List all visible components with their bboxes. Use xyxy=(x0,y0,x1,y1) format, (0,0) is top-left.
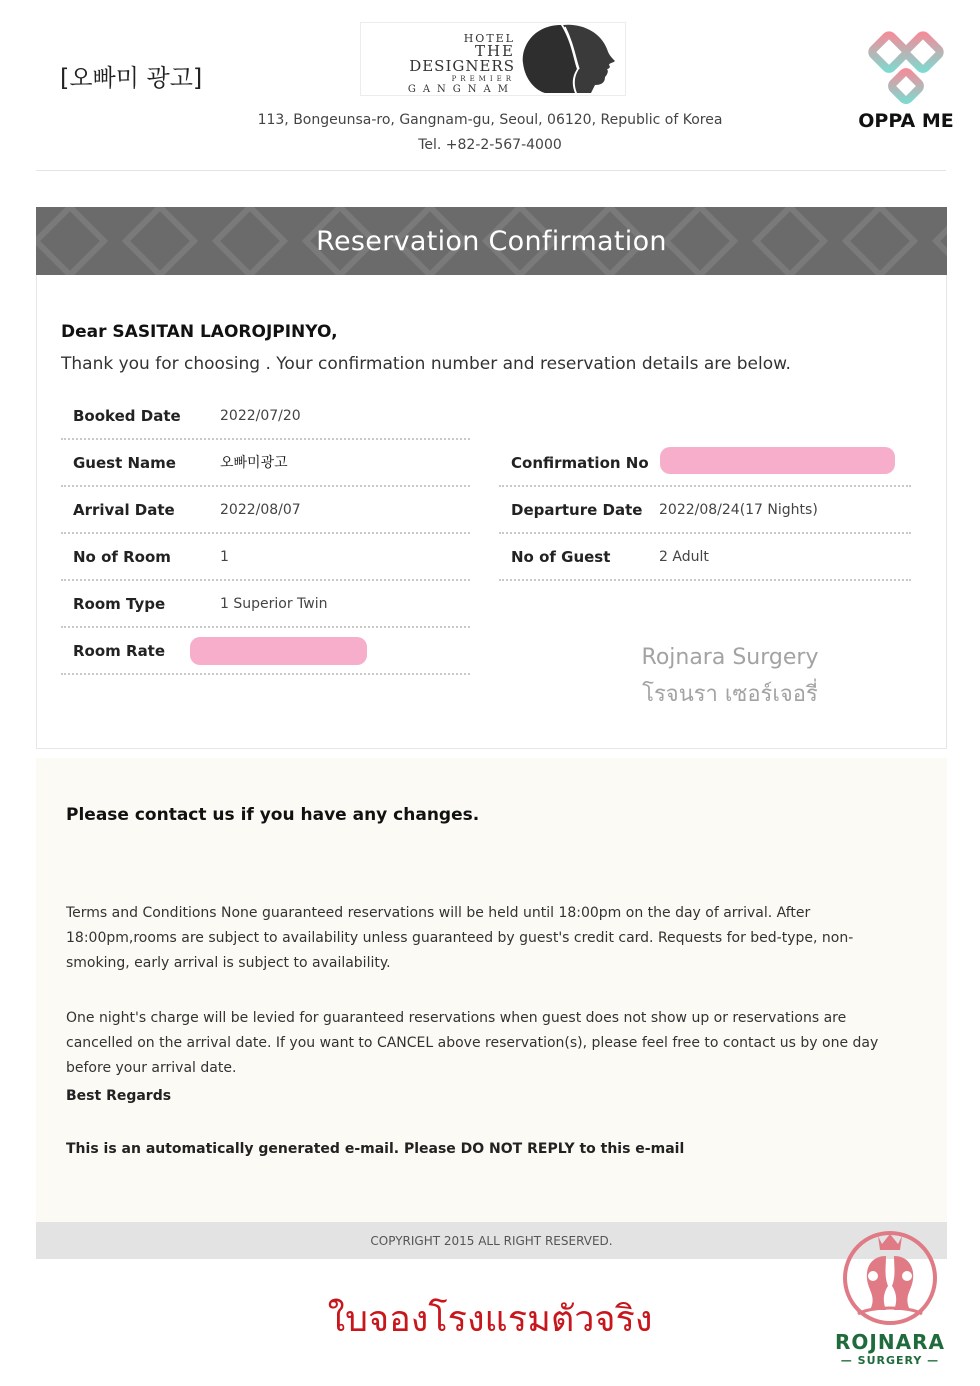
detail-row-room-rate xyxy=(61,629,470,675)
detail-label: Confirmation No xyxy=(511,454,649,472)
detail-row-no-of-room xyxy=(61,535,470,581)
rojnara-name: ROJNARA xyxy=(835,1330,945,1354)
detail-label: Room Type xyxy=(73,595,166,613)
auto-generated-notice: This is an automatically generated e-mail. Please DO NOT REPLY to this e-mail xyxy=(66,1141,685,1157)
greeting: Dear SASITAN LAOROJPINYO, xyxy=(61,322,338,342)
detail-value: 1 Superior Twin xyxy=(220,596,328,612)
detail-value: 오빠미광고 xyxy=(220,455,288,471)
copyright-text: COPYRIGHT 2015 ALL RIGHT RESERVED. xyxy=(370,1234,613,1248)
detail-label: No of Guest xyxy=(511,548,611,566)
detail-row-guest-name xyxy=(61,441,470,487)
confirmation-title: Reservation Confirmation xyxy=(316,226,667,257)
oppa-me-logo-icon xyxy=(852,22,960,104)
watermark-english: Rojnara Surgery xyxy=(641,645,819,670)
best-regards: Best Regards xyxy=(66,1088,172,1104)
hotel-logo-gangnam: GANGNAM xyxy=(407,84,515,95)
hotel-logo-designers: DESIGNERS xyxy=(409,57,515,75)
detail-label: Booked Date xyxy=(73,407,181,425)
real-booking-notice: ใบจองโรงแรมตัวจริง xyxy=(327,1299,653,1340)
footer-bar xyxy=(36,1222,947,1259)
detail-row-departure-date xyxy=(499,488,911,534)
intro-text: Thank you for choosing . Your confirmation number and reservation details are below. xyxy=(61,354,791,374)
hotel-logo-premier: PREMIER xyxy=(451,75,515,83)
oppa-me-brand-name: OPPA ME xyxy=(858,110,954,132)
detail-value: 2 Adult xyxy=(659,549,709,565)
detail-label: Departure Date xyxy=(511,501,643,519)
hotel-face-logo-icon xyxy=(521,23,625,95)
hotel-logo xyxy=(360,22,626,96)
rojnara-subtitle: — SURGERY — xyxy=(840,1354,940,1367)
detail-row-room-type xyxy=(61,582,470,628)
detail-label: No of Room xyxy=(73,548,171,566)
rojnara-logo xyxy=(828,1226,952,1367)
watermark-thai: โรจนรา เซอร์เจอรี่ xyxy=(642,682,818,707)
detail-row-confirmation-no xyxy=(499,441,911,487)
confirmation-banner xyxy=(36,207,947,275)
hotel-logo-the: THE xyxy=(474,42,515,60)
rojnara-logo-icon xyxy=(840,1226,940,1326)
hotel-tel: Tel. +82-2-567-4000 xyxy=(418,137,562,153)
detail-value: 2022/07/20 xyxy=(220,408,301,424)
contact-heading: Please contact us if you have any changes. xyxy=(66,805,480,825)
hotel-address: 113, Bongeunsa-ro, Gangnam-gu, Seoul, 06120, Republic of Korea xyxy=(257,112,723,128)
redaction-room-rate xyxy=(190,637,367,665)
ad-tag: [오빠미 광고] xyxy=(60,64,203,92)
detail-label: Arrival Date xyxy=(73,501,175,519)
detail-value: 1 xyxy=(220,549,229,565)
detail-row-booked-date xyxy=(61,394,470,440)
header-divider xyxy=(36,170,946,171)
detail-value: 2022/08/24(17 Nights) xyxy=(659,502,818,518)
detail-label: Guest Name xyxy=(73,454,176,472)
redaction-confirmation-no xyxy=(660,447,895,474)
detail-value: 2022/08/07 xyxy=(220,502,301,518)
detail-label: Room Rate xyxy=(73,642,166,660)
detail-row-arrival-date xyxy=(61,488,470,534)
hotel-logo-hotel: HOTEL xyxy=(463,32,515,45)
cancellation-paragraph: One night's charge will be levied for guaranteed reservations when guest does not show up or reservations are cancelled on the arrival date. If you want to CANCEL above reservation(s), please feel free to contact us by one day before your arrival date. xyxy=(66,1010,879,1076)
detail-row-no-of-guest xyxy=(499,535,911,581)
terms-paragraph: Terms and Conditions None guaranteed reservations will be held until 18:00pm on the day of arrival. After 18:00pm,rooms are subject to availability unless guaranteed by guest's credit card. Requests for bed-type, non-smoking, early arrival is subject to availability. xyxy=(66,905,854,971)
